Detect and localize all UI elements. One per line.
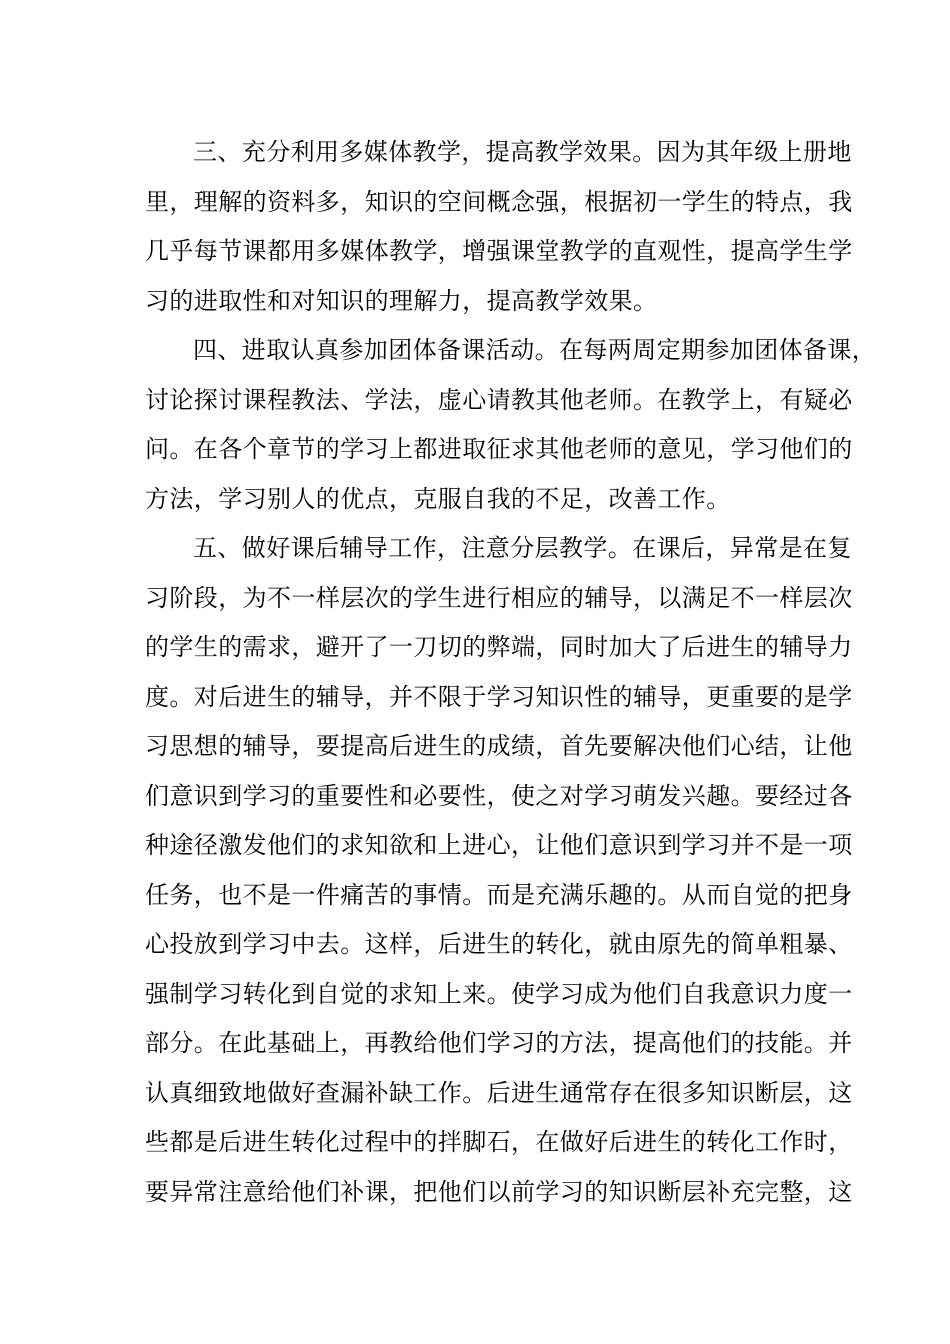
body-text (145, 128, 877, 1217)
text-line: 问。在各个章节的学习上都进取征求其他老师的意见，学习他们的 (145, 435, 853, 463)
text-line: 种途径激发他们的求知欲和上进心，让他们意识到学习并不是一项 (145, 831, 853, 859)
text-line: 四、进取认真参加团体备课活动。在每两周定期参加团体备课， (193, 336, 877, 364)
text-line: 里，理解的资料多，知识的空间概念强，根据初一学生的特点，我 (145, 187, 853, 216)
text-line: 习阶段，为不一样层次的学生进行相应的辅导，以满足不一样层次 (145, 583, 853, 612)
text-line: 的学生的需求，避开了一刀切的弊端，同时加大了后进生的辅导力 (145, 633, 853, 661)
text-line: 们意识到学习的重要性和必要性，使之对学习萌发兴趣。要经过各 (145, 781, 853, 810)
text-line: 度。对后进生的辅导，并不限于学习知识性的辅导，更重要的是学 (145, 682, 853, 711)
text-line: 几乎每节课都用多媒体教学，增强课堂教学的直观性，提高学生学 (145, 237, 853, 265)
text-line: 五、做好课后辅导工作，注意分层教学。在课后，异常是在复 (193, 534, 852, 562)
text-line: 三、充分利用多媒体教学，提高教学效果。因为其年级上册地 (193, 138, 852, 166)
text-line: 要异常注意给他们补课，把他们以前学习的知识断层补充完整，这 (145, 1177, 853, 1206)
text-line: 强制学习转化到自觉的求知上来。使学习成为他们自我意识力度一 (145, 979, 853, 1008)
text-line: 习的进取性和对知识的理解力，提高教学效果。 (145, 286, 658, 315)
text-line: 讨论探讨课程教法、学法，虚心请教其他老师。在教学上，有疑必 (145, 385, 853, 414)
text-line: 些都是后进生转化过程中的拌脚石，在做好后进生的转化工作时， (145, 1128, 853, 1156)
text-line: 方法，学习别人的优点，克服自我的不足，改善工作。 (145, 484, 731, 513)
text-line: 任务，也不是一件痛苦的事情。而是充满乐趣的。从而自觉的把身 (145, 880, 853, 909)
text-line: 部分。在此基础上，再教给他们学习的方法，提高他们的技能。并 (145, 1029, 853, 1057)
text-line: 心投放到学习中去。这样，后进生的转化，就由原先的简单粗暴、 (145, 930, 853, 958)
text-line: 认真细致地做好查漏补缺工作。后进生通常存在很多知识断层，这 (145, 1078, 853, 1107)
text-line: 习思想的辅导，要提高后进生的成绩，首先要解决他们心结，让他 (145, 732, 853, 760)
